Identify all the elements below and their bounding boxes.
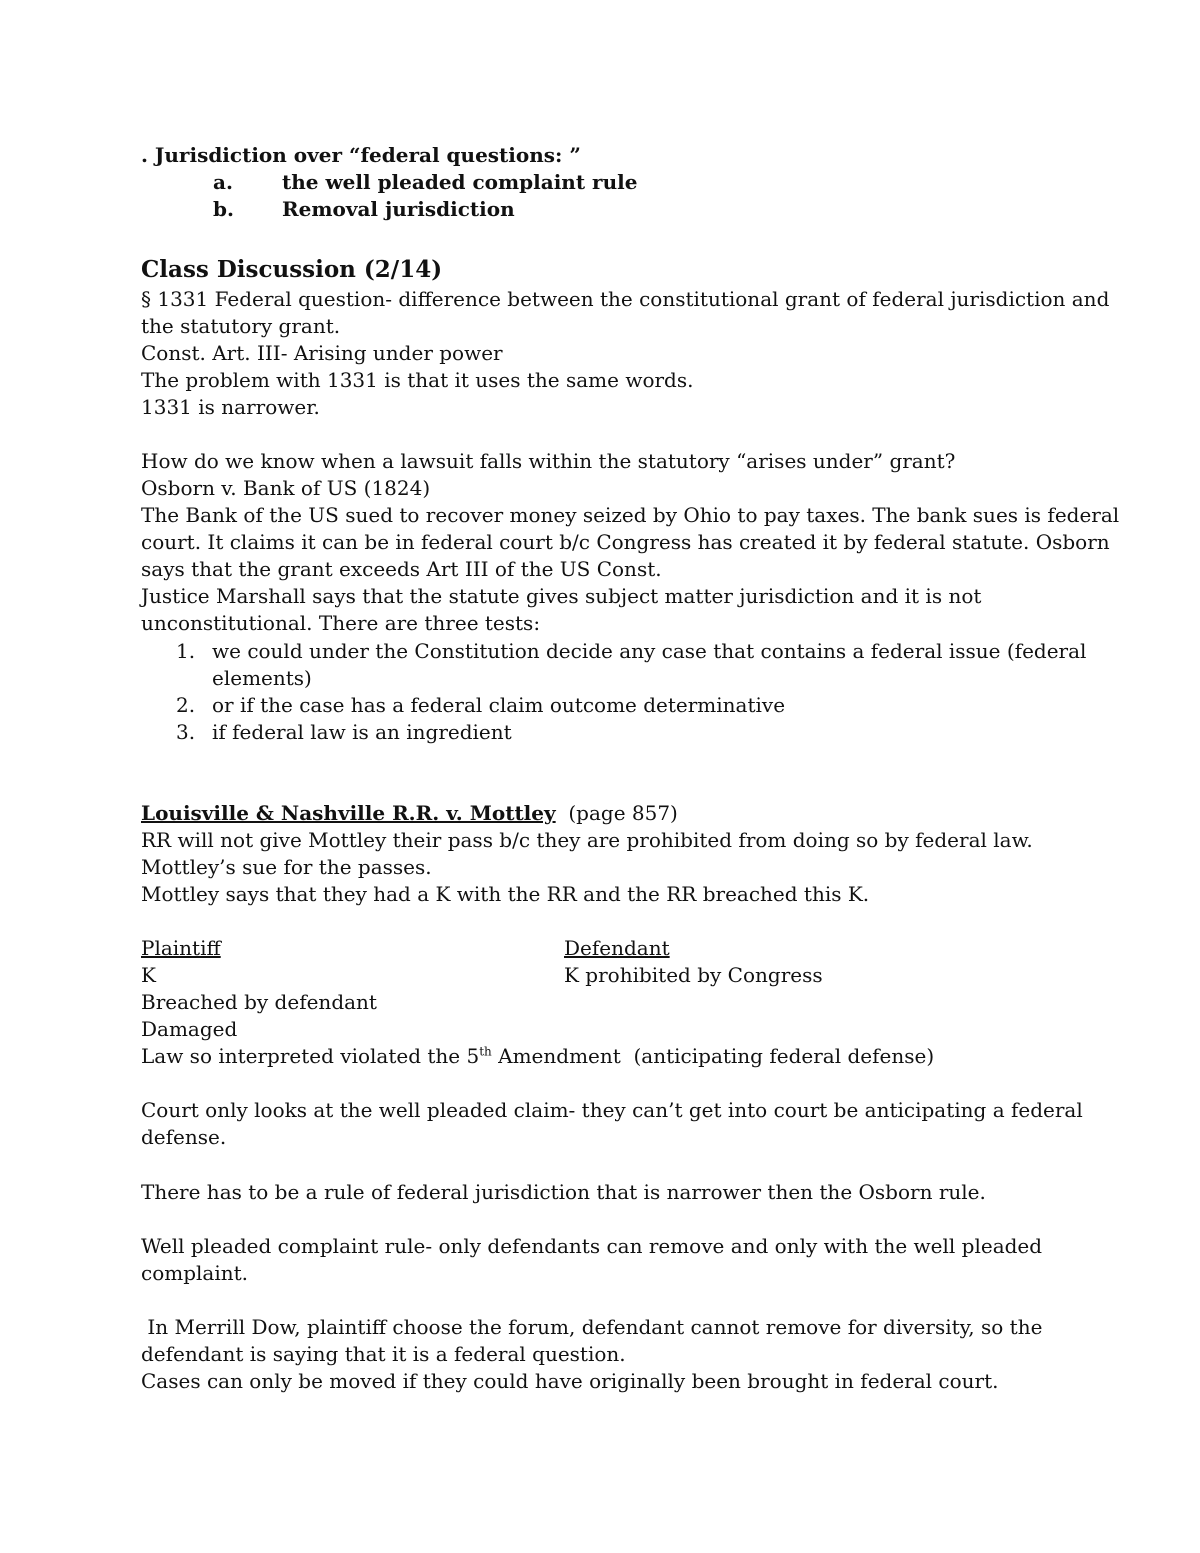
plaintiff-item: Damaged: [141, 1017, 238, 1041]
amendment-pre: Law so interpreted violated the 5: [141, 1044, 480, 1068]
test-number: 1.: [176, 639, 196, 663]
case-name: Louisville & Nashville R.R. v. Mottley: [141, 801, 556, 825]
discussion-line: the statutory grant.: [141, 314, 341, 338]
amendment-line: [141, 1043, 934, 1070]
paragraph-line: defendant is saying that it is a federal question.: [141, 1342, 626, 1366]
paragraph-line: Cases can only be moved if they could have originally been brought in federal court.: [141, 1369, 999, 1393]
discussion-line: 1331 is narrower.: [141, 395, 320, 419]
outline-a-text: the well pleaded complaint rule: [282, 170, 638, 194]
discussion-line: Const. Art. III- Arising under power: [141, 341, 503, 365]
outline-b-text: Removal jurisdiction: [282, 197, 515, 221]
mottley-heading: [141, 800, 678, 827]
paragraph-line: defense.: [141, 1125, 227, 1149]
defendant-item: K prohibited by Congress: [564, 963, 823, 987]
amendment-sup: th: [479, 1044, 492, 1059]
paragraph-line: complaint.: [141, 1261, 249, 1285]
outline-a-marker: a.: [213, 170, 233, 194]
test-text: elements): [212, 666, 312, 690]
discussion-question: How do we know when a lawsuit falls within the statutory “arises under” grant?: [141, 449, 956, 473]
outline-b-marker: b.: [213, 197, 234, 221]
amendment-post: Amendment (anticipating federal defense): [491, 1044, 935, 1068]
test-text: or if the case has a federal claim outcome determinative: [212, 693, 786, 717]
plaintiff-header: Plaintiff: [141, 936, 221, 960]
discussion-line: The problem with 1331 is that it uses the same words.: [141, 368, 694, 392]
paragraph-line: Court only looks at the well pleaded claim- they can’t get into court be anticipating a federal: [141, 1098, 1083, 1122]
page-reference: (page 857): [555, 801, 678, 825]
osborn-line: unconstitutional. There are three tests:: [141, 611, 541, 635]
test-text: if federal law is an ingredient: [212, 720, 512, 744]
discussion-line: § 1331 Federal question- difference between the constitutional grant of federal jurisdiction and: [141, 287, 1110, 311]
mottley-line: Mottley says that they had a K with the RR and the RR breached this K.: [141, 882, 870, 906]
mottley-line: RR will not give Mottley their pass b/c they are prohibited from doing so by federal law.: [141, 828, 1033, 852]
outline-main: . Jurisdiction over “federal questions: ”: [141, 143, 581, 167]
osborn-line: court. It claims it can be in federal court b/c Congress has created it by federal statute. Osborn: [141, 530, 1110, 554]
osborn-line: says that the grant exceeds Art III of the US Const.: [141, 557, 662, 581]
osborn-line: Justice Marshall says that the statute gives subject matter jurisdiction and it is not: [141, 584, 982, 608]
plaintiff-item: Breached by defendant: [141, 990, 377, 1014]
paragraph-line: There has to be a rule of federal jurisdiction that is narrower then the Osborn rule.: [141, 1180, 986, 1204]
mottley-line: Mottley’s sue for the passes.: [141, 855, 432, 879]
test-text: we could under the Constitution decide any case that contains a federal issue (federal: [212, 639, 1087, 663]
plaintiff-item: K: [141, 963, 156, 987]
osborn-line: The Bank of the US sued to recover money seized by Ohio to pay taxes. The bank sues is federal: [141, 503, 1120, 527]
defendant-header: Defendant: [564, 936, 670, 960]
test-number: 3.: [176, 720, 196, 744]
paragraph-line: In Merrill Dow, plaintiff choose the forum, defendant cannot remove for diversity, so the: [141, 1315, 1043, 1339]
test-number: 2.: [176, 693, 196, 717]
osborn-line: Osborn v. Bank of US (1824): [141, 476, 431, 500]
class-discussion-heading: Class Discussion (2/14): [141, 256, 443, 283]
paragraph-line: Well pleaded complaint rule- only defendants can remove and only with the well pleaded: [141, 1234, 1043, 1258]
